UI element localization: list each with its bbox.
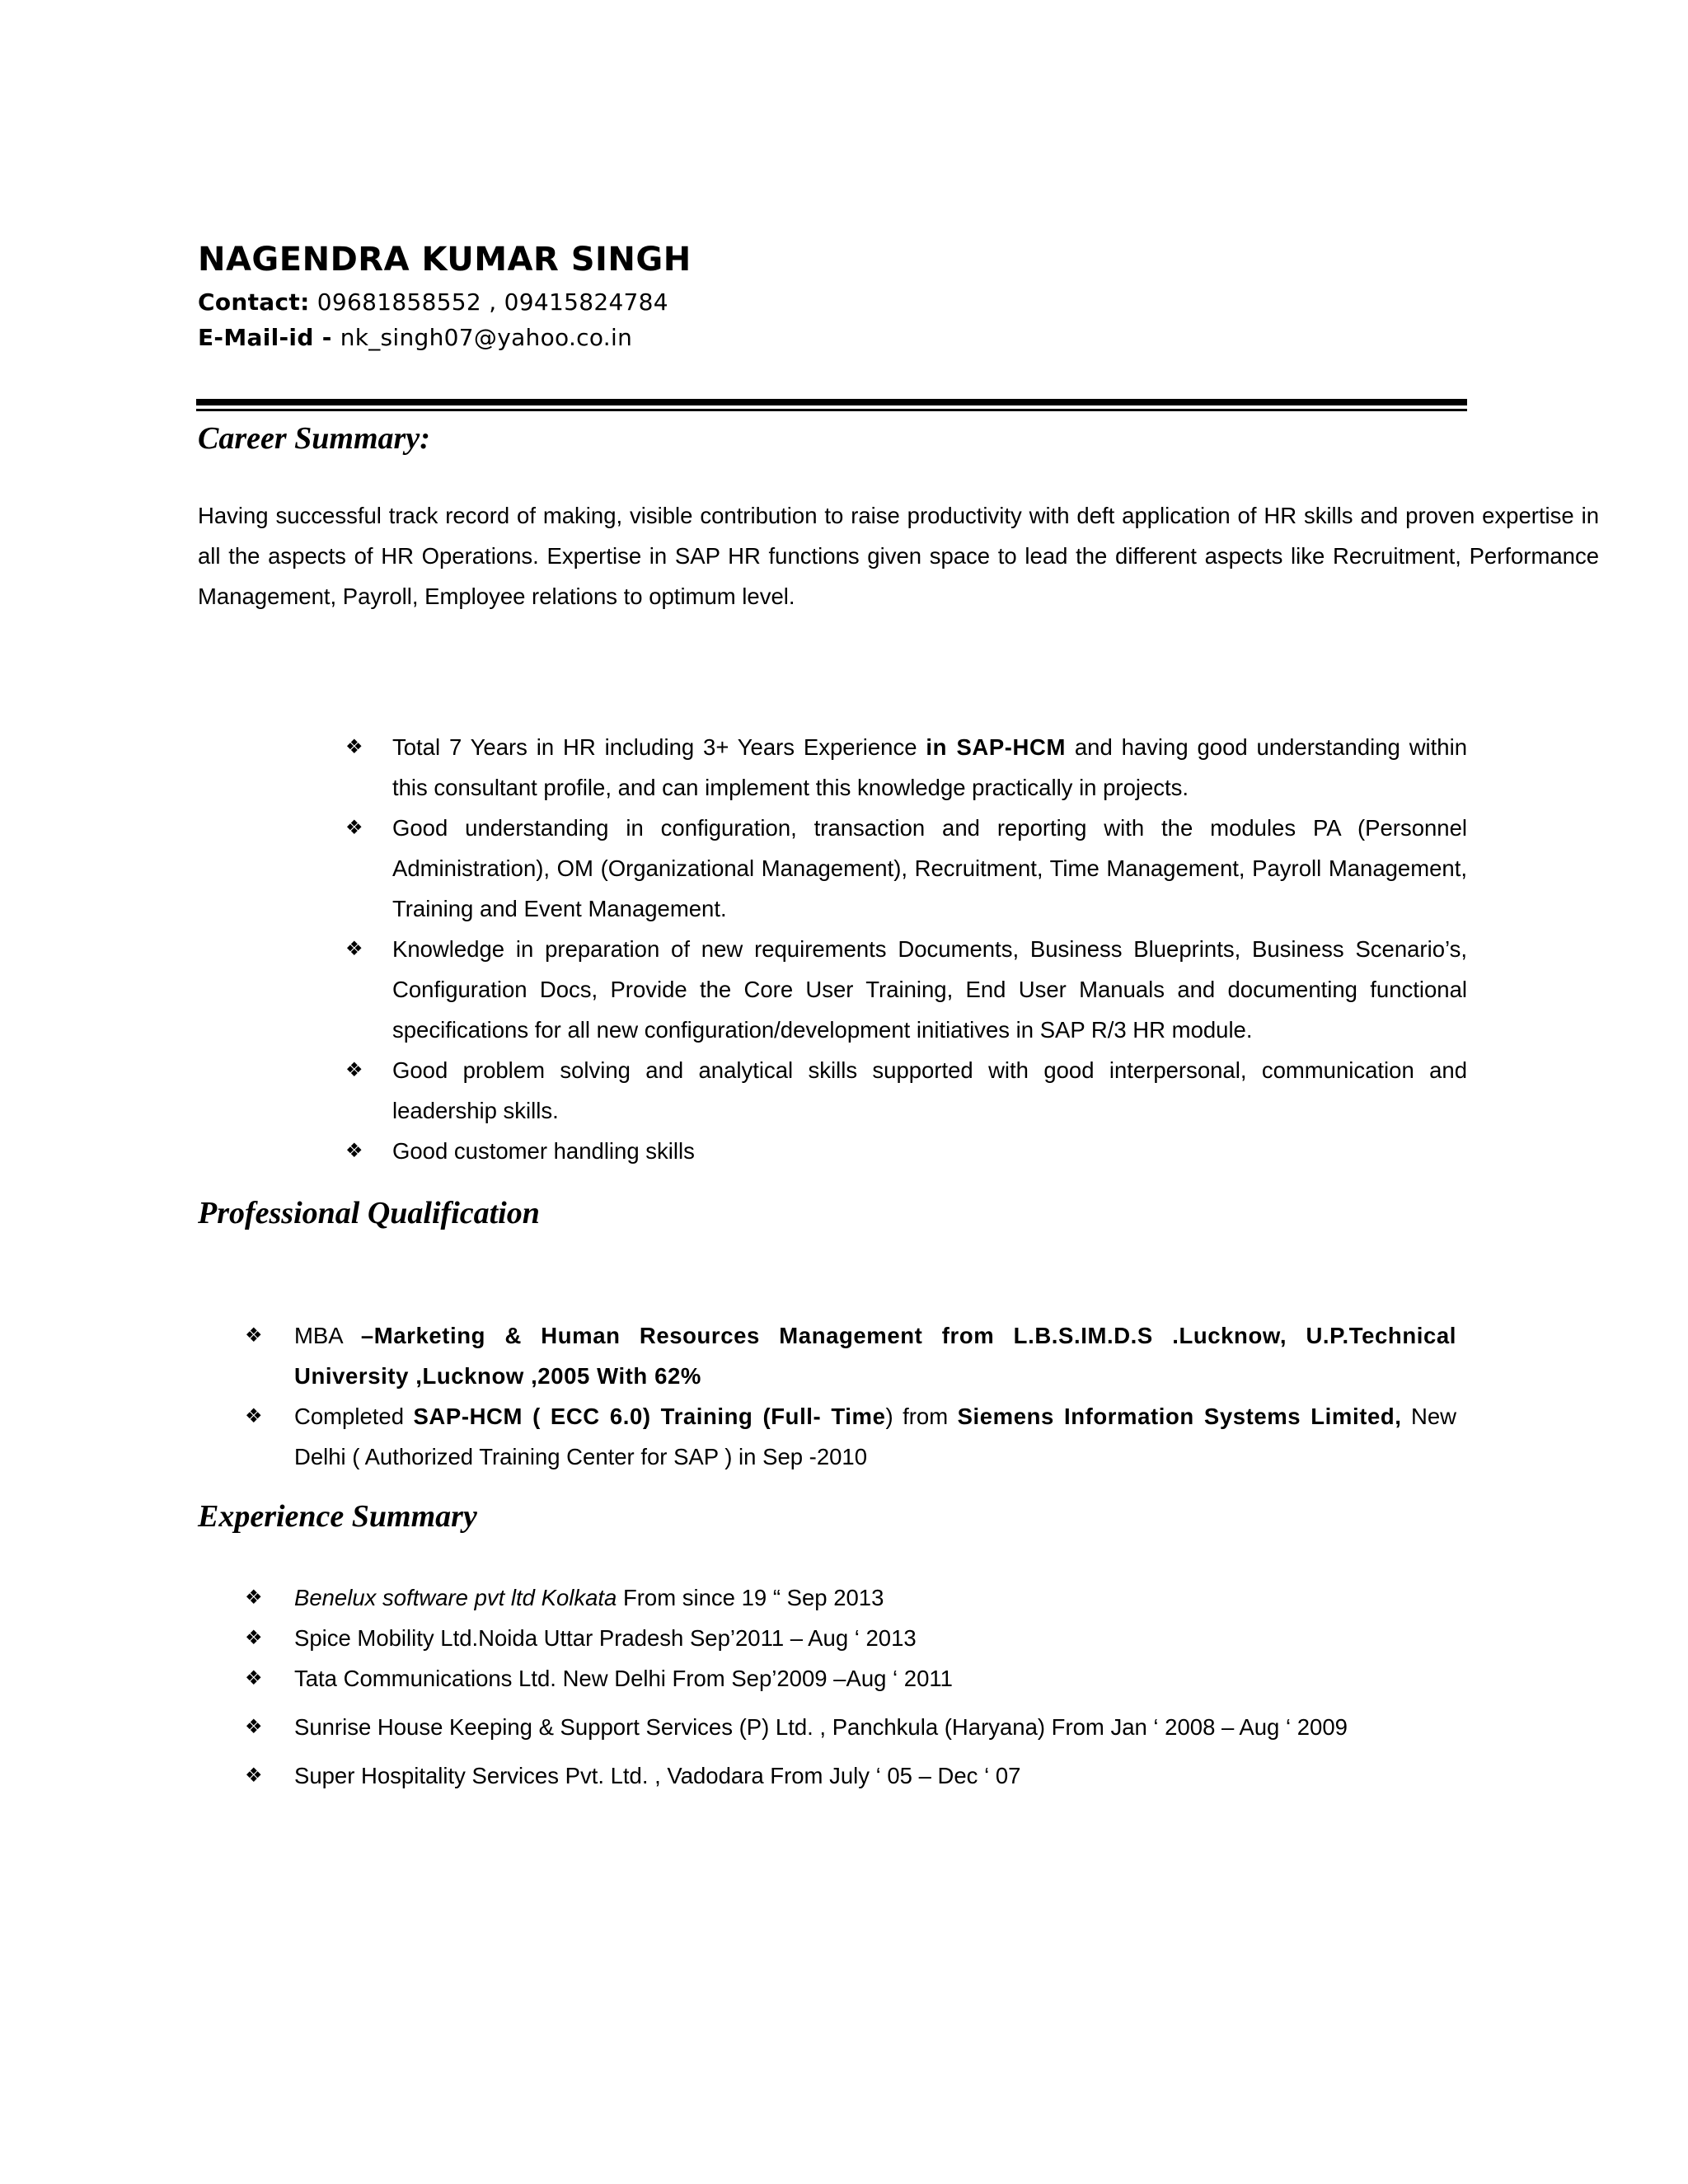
qualification-list — [245, 1315, 1456, 1477]
contact-label: Contact: — [198, 288, 310, 316]
qualification-text-cont: ) from — [885, 1404, 958, 1429]
experience-text: Super Hospitality Services Pvt. Ltd. , Vadodara From July ‘ 05 – Dec ‘ 07 — [294, 1763, 1021, 1788]
qualification-bold-text: SAP-HCM ( ECC 6.0) Training (Full- Time — [413, 1404, 886, 1429]
email-address: nk_singh07@yahoo.co.in — [340, 324, 633, 351]
career-summary-heading: Career Summary: — [198, 421, 430, 456]
list-item — [245, 1577, 1613, 1618]
skill-text: Good customer handling skills — [392, 1138, 695, 1164]
diamond-bullet-icon: ❖ — [245, 1586, 263, 1609]
diamond-bullet-icon: ❖ — [345, 938, 363, 960]
list-item — [245, 1315, 1456, 1396]
diamond-bullet-icon: ❖ — [345, 817, 363, 839]
diamond-bullet-icon: ❖ — [345, 1140, 363, 1162]
diamond-bullet-icon: ❖ — [245, 1405, 263, 1427]
diamond-bullet-icon: ❖ — [245, 1716, 263, 1738]
diamond-bullet-icon: ❖ — [245, 1667, 263, 1690]
qualification-text: Completed — [294, 1404, 414, 1429]
list-item — [345, 808, 1467, 929]
employment-period: From since 19 “ Sep 2013 — [617, 1585, 884, 1610]
list-item — [245, 1707, 1613, 1747]
list-item — [345, 1050, 1467, 1131]
skills-list — [345, 727, 1467, 1171]
list-item — [345, 929, 1467, 1050]
contact-line — [198, 288, 668, 316]
skill-text: Good understanding in configuration, transaction and reporting with the modules PA (Personnel Administration), OM (Organizational Management), Recruitment, Time Management, Payroll Management, Training and Event Management. — [392, 815, 1467, 921]
skill-text-cont: and having good understanding within this consultant profile, and can implement this knowledge practically in projects. — [392, 734, 1467, 800]
qualification-institute: Siemens Information Systems Limited, — [957, 1404, 1402, 1429]
experience-summary-heading: Experience Summary — [198, 1499, 477, 1534]
diamond-bullet-icon: ❖ — [245, 1627, 263, 1649]
header-divider-thick — [196, 399, 1467, 405]
list-item — [245, 1658, 1613, 1699]
skill-bold-text: in SAP-HCM — [926, 734, 1066, 760]
list-item — [245, 1755, 1613, 1796]
experience-list — [245, 1577, 1613, 1796]
career-summary-text: Having successful track record of making, visible contribution to raise productivity with deft application of HR skills and proven expertise in all the aspects of HR Operations. Expertise in SAP HR functions given space to lead the different aspects like Recruitment, Performance Management, Payroll, Employee relations to optimum level. — [198, 503, 1599, 609]
list-item — [245, 1396, 1456, 1477]
candidate-name: NAGENDRA KUMAR SINGH — [198, 241, 692, 279]
header-divider-thin — [196, 409, 1467, 411]
professional-qualification-heading: Professional Qualification — [198, 1196, 540, 1230]
list-item — [345, 1131, 1467, 1171]
diamond-bullet-icon: ❖ — [245, 1324, 263, 1347]
qualification-text: MBA — [294, 1323, 361, 1348]
diamond-bullet-icon: ❖ — [245, 1765, 263, 1787]
skill-text: Knowledge in preparation of new requirements Documents, Business Blueprints, Business Scenario’s, Configuration Docs, Provide the Core User Training, End User Manuals and documenting functional specifications for all new configuration/development initiatives in SAP R/3 HR module. — [392, 936, 1467, 1043]
email-label: E-Mail-id - — [198, 324, 340, 351]
email-line — [198, 324, 632, 351]
qualification-text-tail: New Delhi ( Authorized Training Center for SAP ) in Sep -2010 — [294, 1404, 1456, 1469]
diamond-bullet-icon: ❖ — [345, 736, 363, 758]
experience-text: Sunrise House Keeping & Support Services (P) Ltd. , Panchkula (Haryana) From Jan ‘ 2008 – Aug ‘ 2009 — [294, 1714, 1348, 1740]
qualification-bold-text: –Marketing & Human Resources Management from L.B.S.IM.D.S .Lucknow, U.P.Technical University ,Lucknow ,2005 With 62% — [294, 1323, 1456, 1389]
employer-name: Benelux software pvt ltd Kolkata — [294, 1585, 617, 1610]
list-item — [345, 727, 1467, 808]
skill-text: Good problem solving and analytical skills supported with good interpersonal, communication and leadership skills. — [392, 1057, 1467, 1123]
diamond-bullet-icon: ❖ — [345, 1059, 363, 1081]
list-item — [245, 1618, 1613, 1658]
contact-phone-numbers: 09681858552 , 09415824784 — [309, 288, 668, 316]
experience-text: Spice Mobility Ltd.Noida Uttar Pradesh Sep’2011 – Aug ‘ 2013 — [294, 1625, 917, 1651]
experience-text: Tata Communications Ltd. New Delhi From Sep’2009 –Aug ‘ 2011 — [294, 1666, 953, 1691]
skill-text: Total 7 Years in HR including 3+ Years Experience — [392, 734, 926, 760]
